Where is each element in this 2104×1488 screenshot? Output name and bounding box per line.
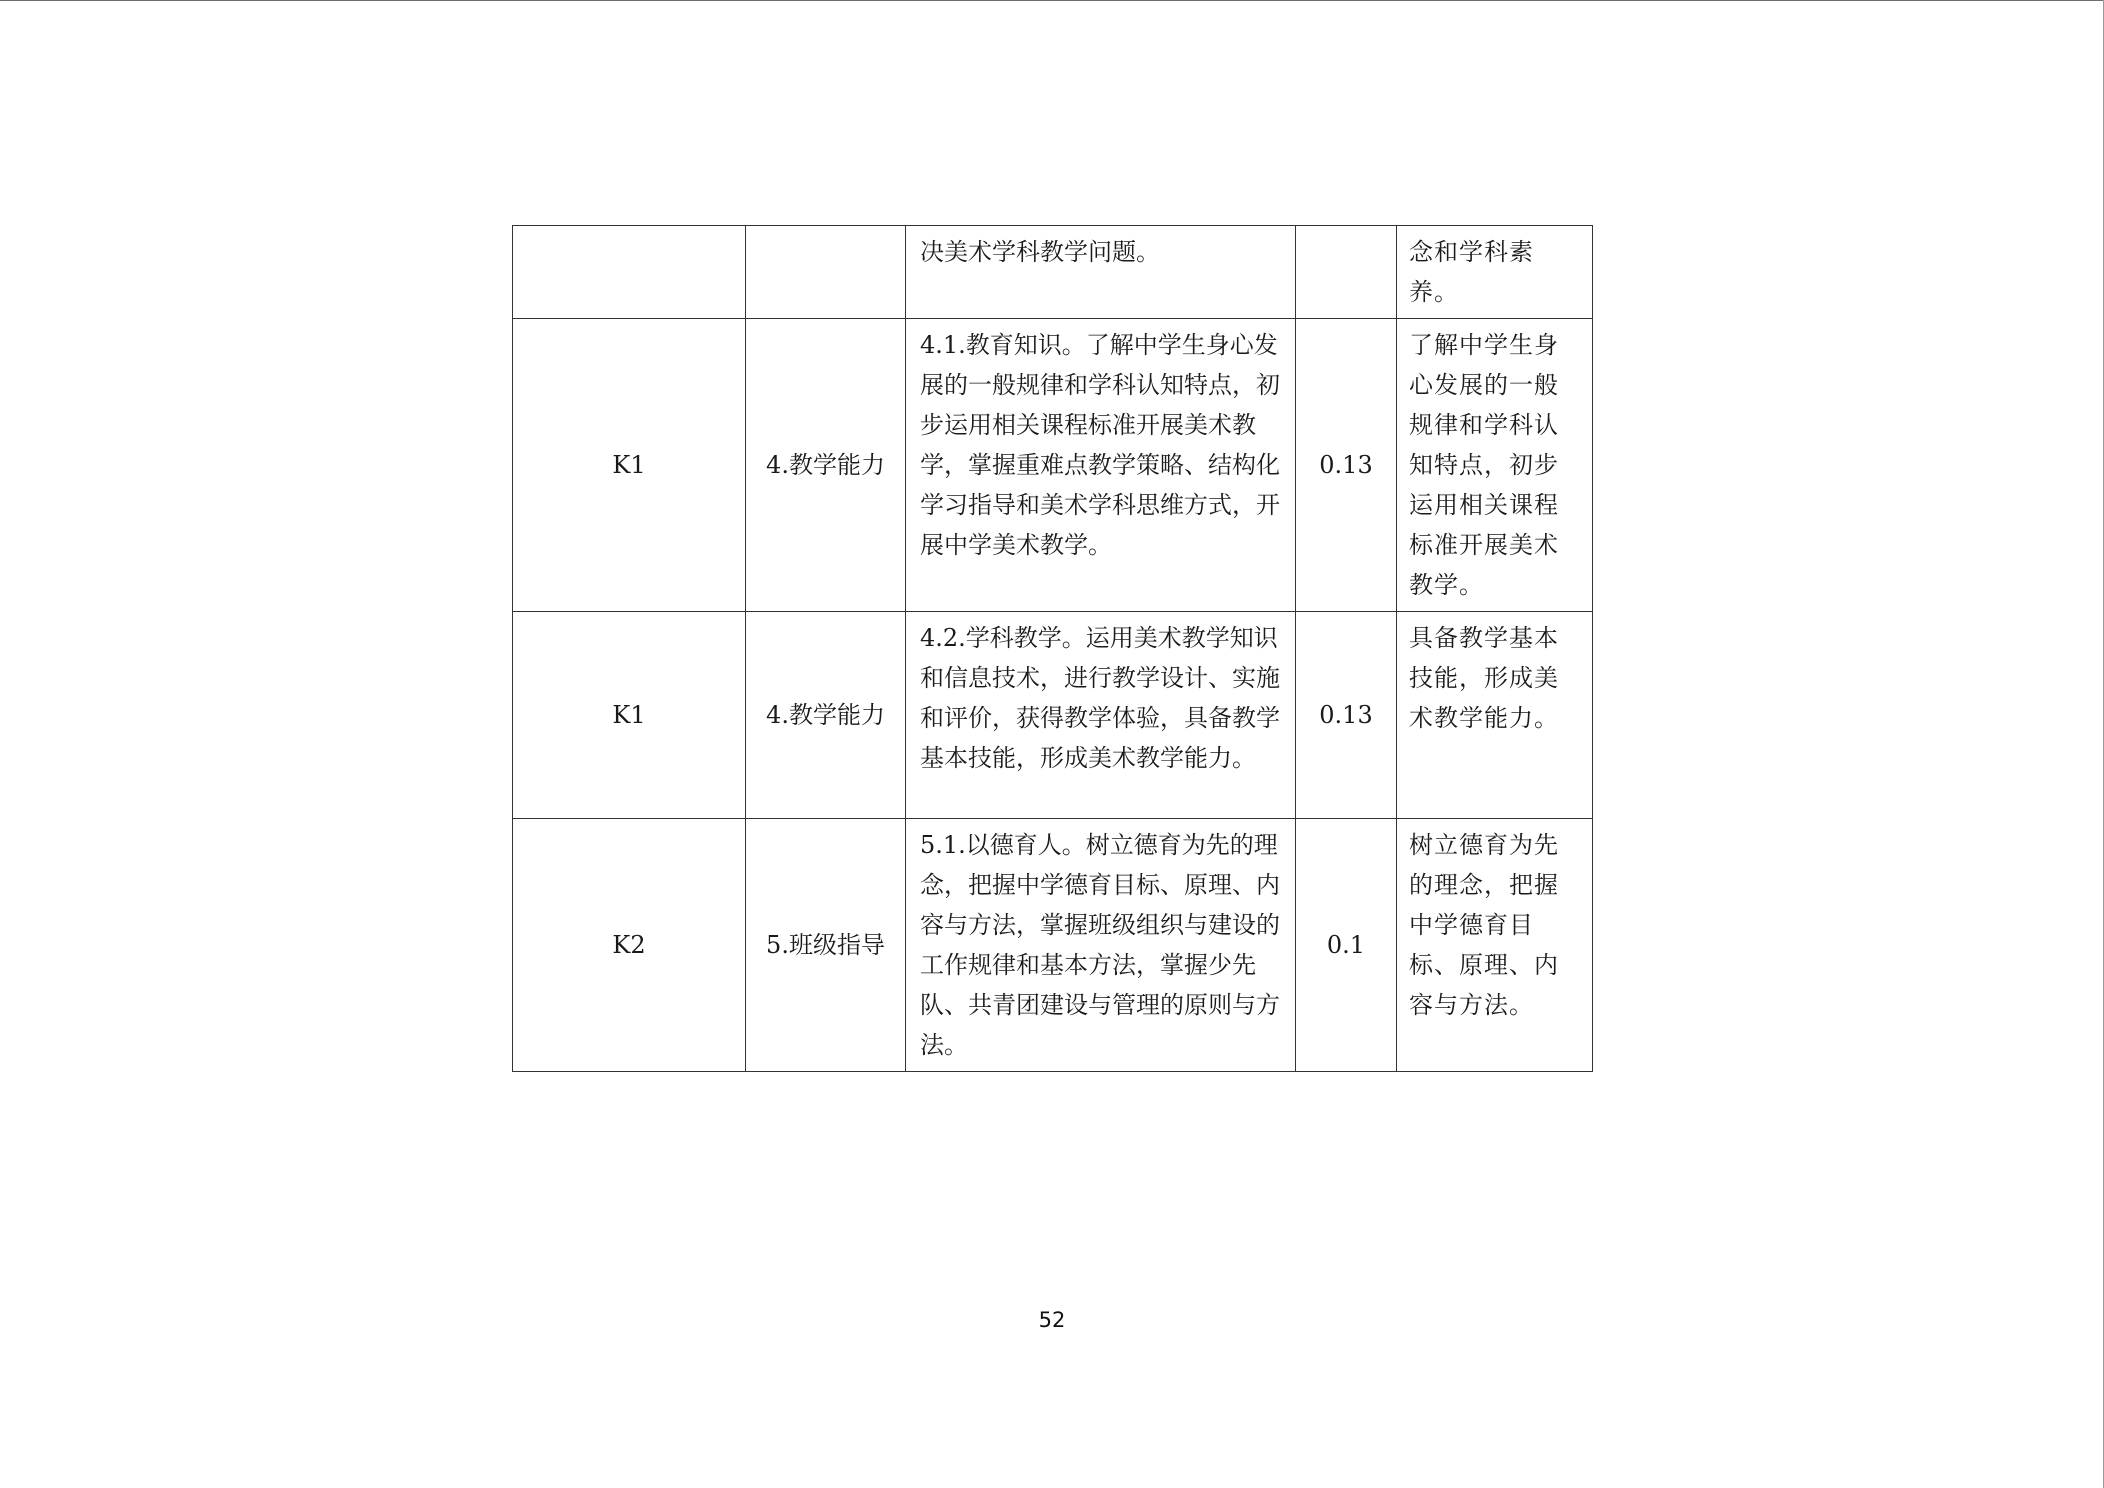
support-content-cell: 树立德育为先的理念，把握中学德育目标、原理、内容与方法。 xyxy=(1397,819,1593,1072)
graduation-requirement-cell: 5.班级指导 xyxy=(746,819,906,1072)
graduation-requirement-cell: 4.教学能力 xyxy=(746,612,906,819)
support-content-cell: 具备教学基本技能，形成美术教学能力。 xyxy=(1397,612,1593,819)
table-row xyxy=(513,612,1593,819)
support-content-cell: 了解中学生身心发展的一般规律和学科认知特点，初步运用相关课程标准开展美术教学。 xyxy=(1397,319,1593,612)
weight-cell: 0.13 xyxy=(1296,319,1397,612)
graduation-requirement-cell: 4.教学能力 xyxy=(746,319,906,612)
weight-cell: 0.13 xyxy=(1296,612,1397,819)
indicator-table xyxy=(512,225,1593,1072)
graduation-requirement-cell xyxy=(746,226,906,319)
weight-cell: 0.1 xyxy=(1296,819,1397,1072)
course-code-cell: K2 xyxy=(513,819,746,1072)
course-code-cell xyxy=(513,226,746,319)
support-content-cell: 念和学科素养。 xyxy=(1397,226,1593,319)
indicator-point-cell: 4.1.教育知识。了解中学生身心发展的一般规律和学科认知特点，初步运用相关课程标准开展美术教学，掌握重难点教学策略、结构化学习指导和美术学科思维方式，开展中学美术教学。 xyxy=(906,319,1296,612)
indicator-point-cell: 4.2.学科教学。运用美术教学知识和信息技术，进行教学设计、实施和评价，获得教学体验，具备教学基本技能，形成美术教学能力。 xyxy=(906,612,1296,819)
weight-cell xyxy=(1296,226,1397,319)
indicator-point-cell: 5.1.以德育人。树立德育为先的理念，把握中学德育目标、原理、内容与方法，掌握班级组织与建设的工作规律和基本方法，掌握少先队、共青团建设与管理的原则与方法。 xyxy=(906,819,1296,1072)
course-code-cell: K1 xyxy=(513,612,746,819)
course-code-cell: K1 xyxy=(513,319,746,612)
page-top-border xyxy=(0,0,2104,1)
table-row xyxy=(513,319,1593,612)
table-row xyxy=(513,819,1593,1072)
page-number: 52 xyxy=(1038,1308,1066,1332)
table-row xyxy=(513,226,1593,319)
indicator-point-cell: 决美术学科教学问题。 xyxy=(906,226,1296,319)
